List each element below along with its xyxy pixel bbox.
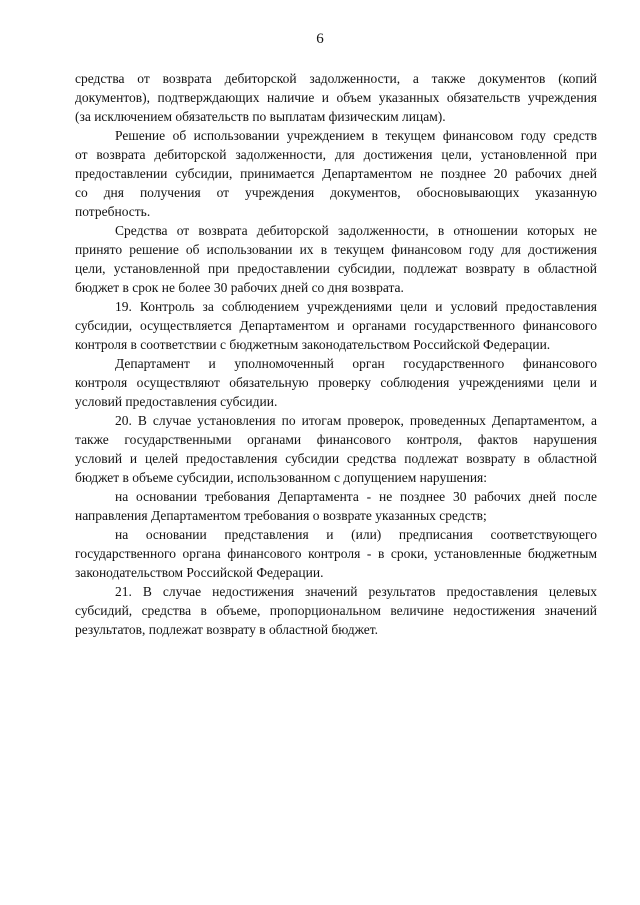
text-line: 21. В случае недостижения значений результатов предоставления целевых <box>115 584 597 599</box>
text-line: направления Департаментом требования о возврате указанных средств; <box>75 508 487 523</box>
text-line: 20. В случае установления по итогам проверок, проведенных Департаментом, а <box>115 413 597 428</box>
text-line: Средства от возврата дебиторской задолженности, в отношении которых не <box>115 223 597 238</box>
text-line: бюджет в объеме субсидии, использованном с допущением нарушения: <box>75 470 488 485</box>
page-number: 6 <box>316 31 324 47</box>
text-line: от возврата дебиторской задолженности, для достижения цели, установленной при <box>75 147 597 162</box>
text-line: на основании требования Департамента - не позднее 30 рабочих дней после <box>115 489 597 504</box>
text-line: документов), подтверждающих наличие и объем указанных обязательств учреждения <box>75 90 597 105</box>
text-line: Решение об использовании учреждением в текущем финансовом году средств <box>115 128 597 143</box>
text-line: результатов, подлежат возврату в областной бюджет. <box>75 622 378 637</box>
text-line: бюджет в срок не более 30 рабочих дней со дня возврата. <box>75 280 404 295</box>
text-line: 19. Контроль за соблюдением учреждениями цели и условий предоставления <box>115 299 597 314</box>
text-line: условий и целей предоставления субсидии средства подлежат возврату в областной <box>75 451 597 466</box>
text-line: субсидий, средства в объеме, пропорциональном величине недостижения значений <box>75 603 597 618</box>
text-line: Департамент и уполномоченный орган государственного финансового <box>115 356 597 371</box>
text-line: потребность. <box>75 204 151 219</box>
text-line: принято решение об использовании их в текущем финансовом году для достижения <box>75 242 597 257</box>
text-line: на основании представления и (или) предписания соответствующего <box>115 527 597 542</box>
text-line: также государственными органами финансового контроля, фактов нарушения <box>75 432 597 447</box>
text-line: средства от возврата дебиторской задолженности, а также документов (копий <box>75 71 597 86</box>
text-line: субсидии, осуществляется Департаментом и органами государственного финансового <box>75 318 597 333</box>
text-line: предоставлении субсидии, принимается Департаментом не позднее 20 рабочих дней <box>75 166 597 181</box>
text-line: контроля осуществляют обязательную проверку соблюдения учреждениями цели и <box>75 375 597 390</box>
text-line: контроля в соответствии с бюджетным законодательством Российской Федерации. <box>75 337 551 352</box>
text-line: государственного органа финансового контроля - в сроки, установленные бюджетным <box>75 546 597 561</box>
text-line: (за исключением обязательств по выплатам физическим лицам). <box>75 109 446 124</box>
text-line: со дня получения от учреждения документов, обосновывающих указанную <box>75 185 597 200</box>
text-line: законодательством Российской Федерации. <box>75 565 324 580</box>
text-line: условий предоставления субсидии. <box>75 394 278 409</box>
text-line: цели, установленной при предоставлении субсидии, подлежат возврату в областной <box>75 261 597 276</box>
